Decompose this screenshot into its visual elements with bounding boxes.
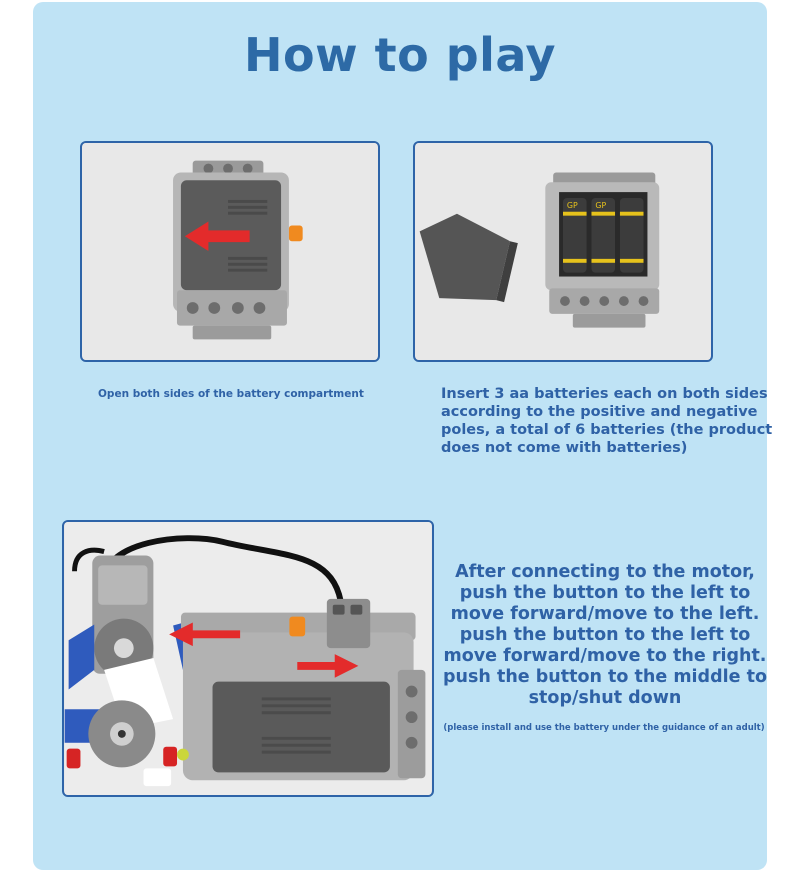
svg-text:GP: GP xyxy=(566,200,578,210)
step3-line: stop/shut down xyxy=(528,688,682,708)
motor-battery-box-icon xyxy=(64,522,432,795)
step1-caption: Open both sides of the battery compartment xyxy=(98,388,364,400)
motor-battery-box-photo xyxy=(62,520,434,797)
battery-box-open-icon xyxy=(415,143,711,360)
step3-caption xyxy=(440,562,770,709)
battery-box-closed-photo xyxy=(80,141,380,362)
step2-caption: Insert 3 aa batteries each on both sides according to the positive and negative poles, a total of 6 batteries (the product does not come with batteries) xyxy=(441,386,773,456)
safety-note: (please install and use the battery under the guidance of an adult) xyxy=(443,723,765,733)
step3-line: move forward/move to the left. xyxy=(450,604,760,624)
battery-box-arrow-left-icon xyxy=(82,143,378,360)
step3-line: move forward/move to the right. xyxy=(443,646,767,666)
battery-box-open-photo xyxy=(413,141,713,362)
page-title: How to play xyxy=(243,28,557,82)
svg-text:GP: GP xyxy=(595,200,607,210)
step3-line: After connecting to the motor, xyxy=(455,562,755,582)
step3-line: push the button to the left to xyxy=(459,583,751,603)
step3-line: push the button to the left to xyxy=(459,625,751,645)
step3-line: push the button to the middle to xyxy=(443,667,767,687)
